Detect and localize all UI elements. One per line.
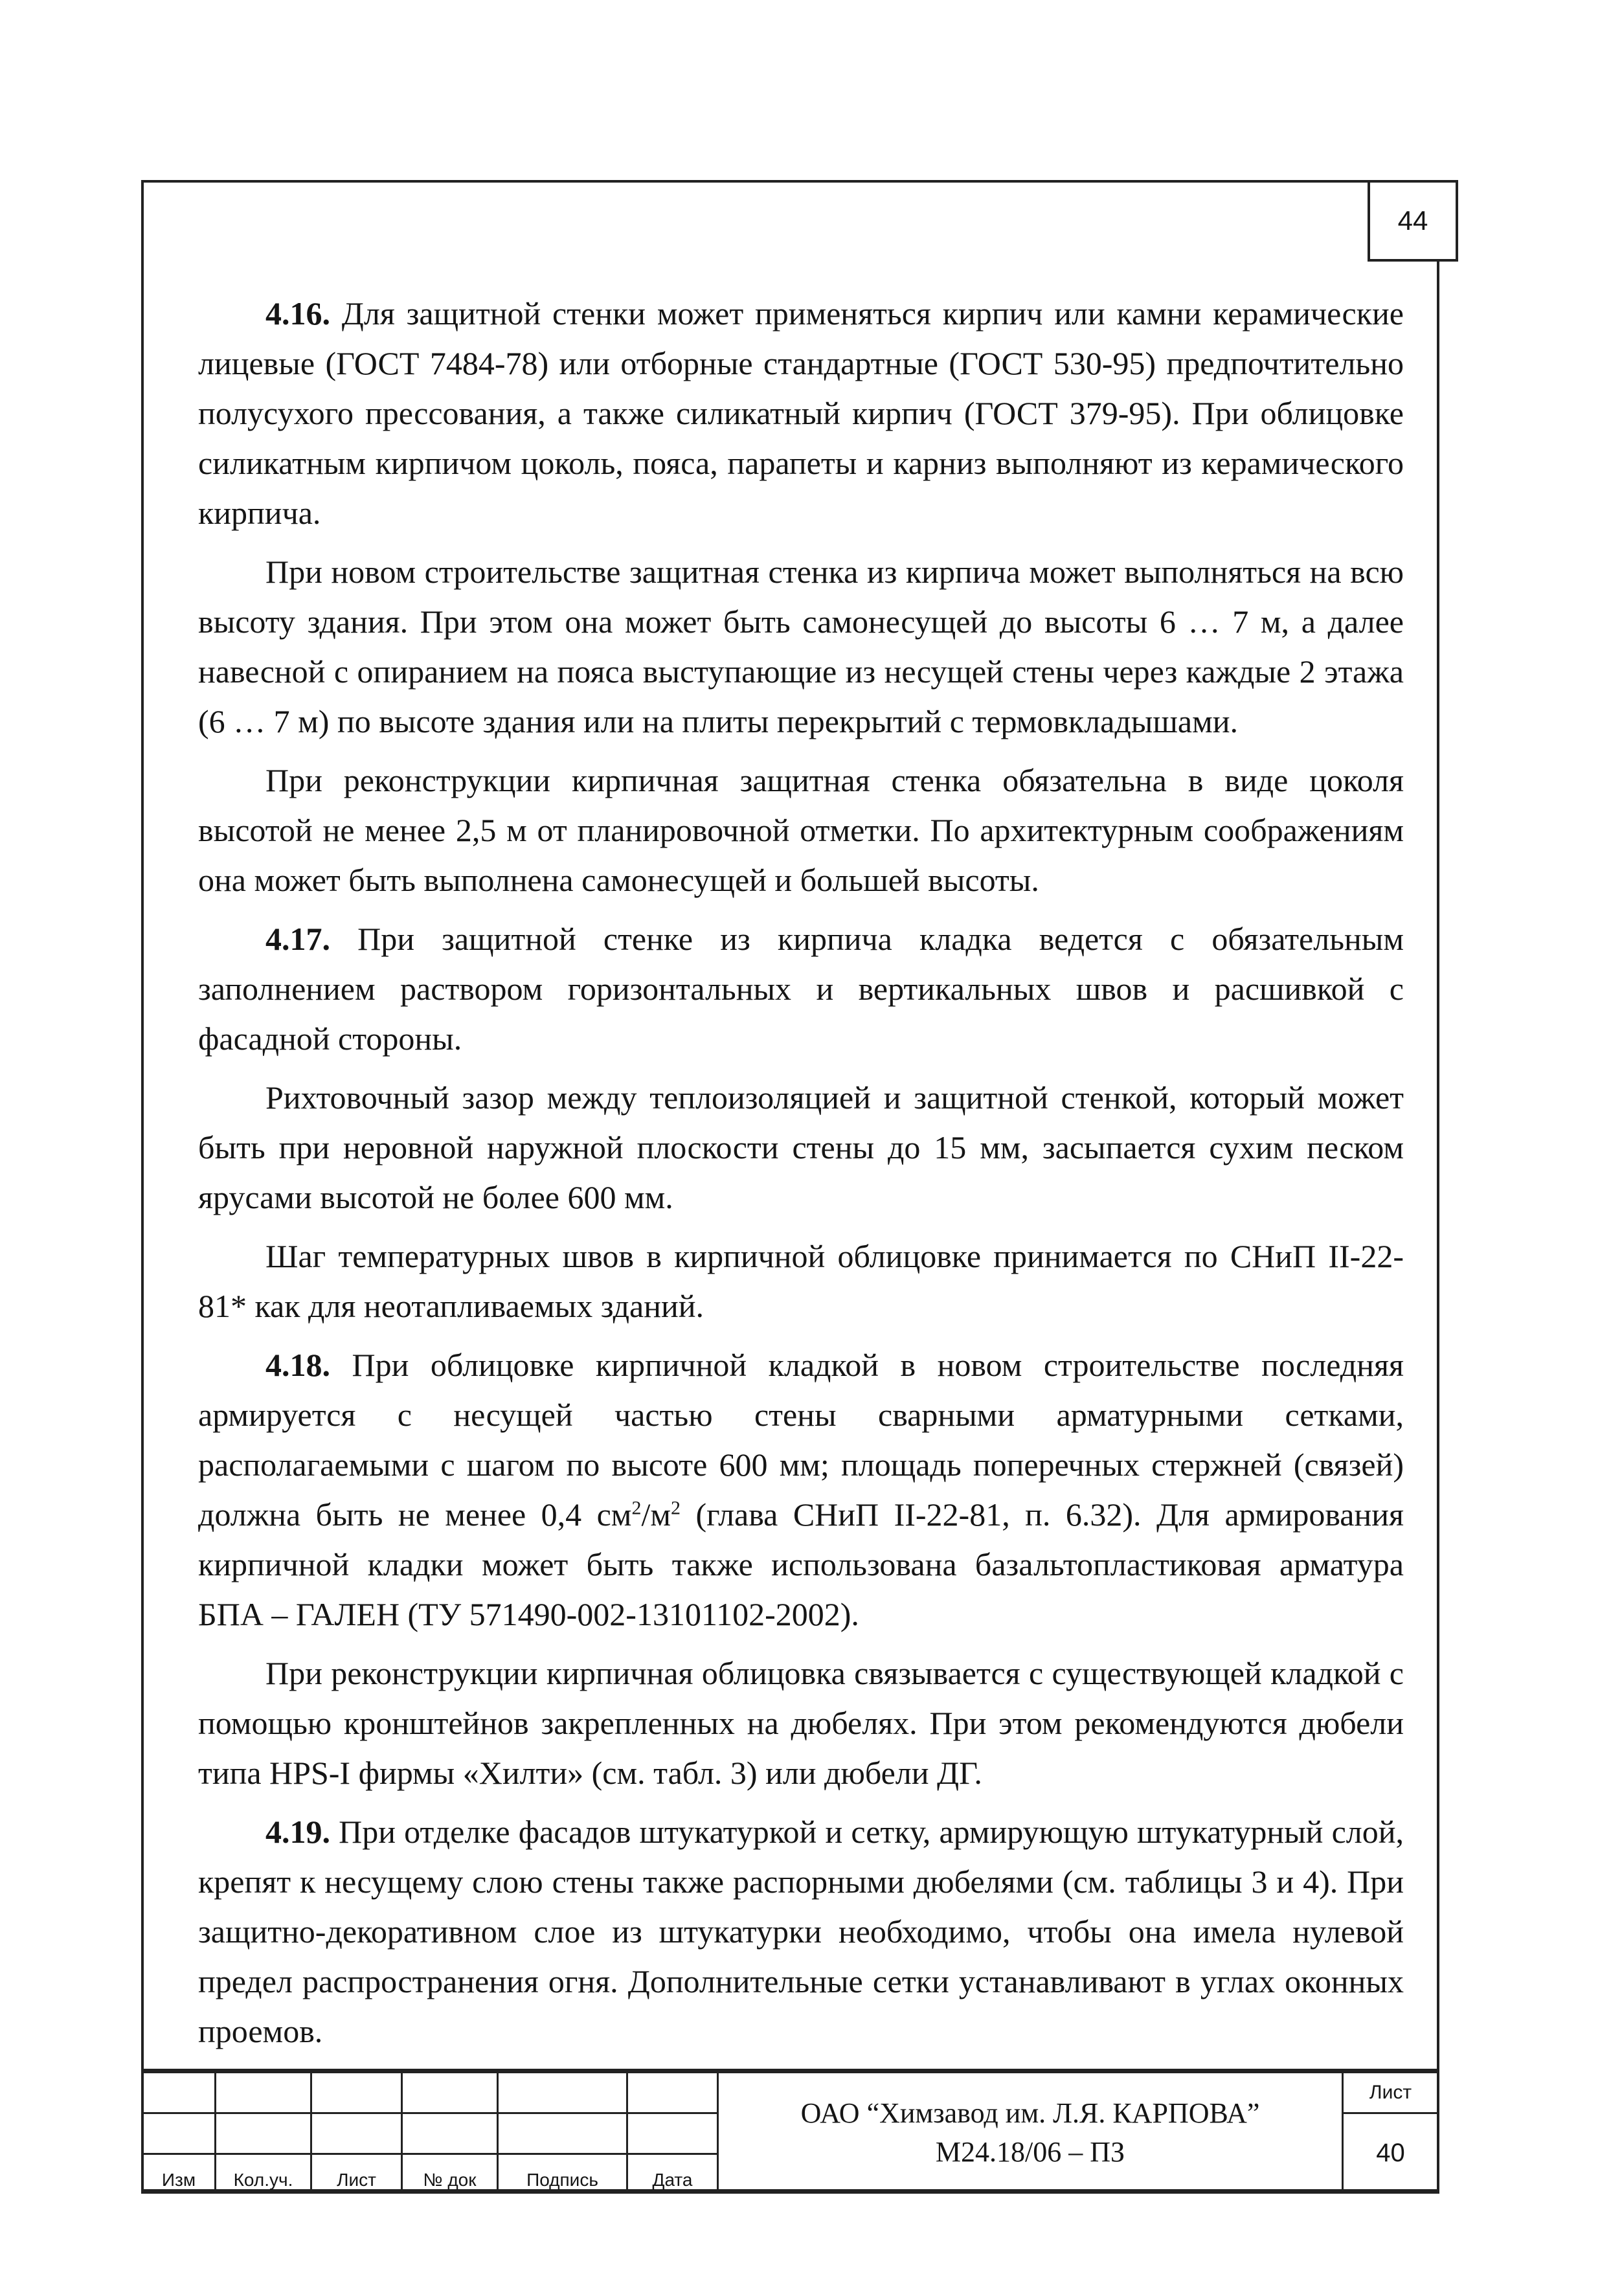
title-block-table (141, 2071, 1439, 2194)
paragraph-4-17 (198, 914, 1404, 1064)
superscript: 2 (631, 1497, 642, 1519)
paragraph (198, 1649, 1404, 1798)
paragraph (198, 1073, 1404, 1222)
superscript: 2 (671, 1497, 681, 1519)
paragraph-text: При реконструкции кирпичная защитная стенка обязательна в виде цоколя высотой не менее 2,5 м от планировочной отметки. По архитектурным соображениям она может быть выполнена самонесущей и большей высоты. (198, 762, 1404, 898)
paragraph-text: При реконструкции кирпичная облицовка связывается с существующей кладкой с помощью кронштейнов закрепленных на дюбелях. При этом рекомендуются дюбели типа HPS-I фирмы «Хилти» (см. табл. 3) или дюбели ДГ. (198, 1655, 1404, 1791)
page-number: 44 (1368, 180, 1458, 262)
paragraph (198, 756, 1404, 905)
paragraph-text: (глава СНиП II-22-81, п. 6.32). Для армирования кирпичной кладки может быть также использована базальтопластиковая арматура БПА – ГАЛЕН (ТУ 571490-002-13101102-2002). (198, 1496, 1404, 1632)
column-label: Лист (311, 2154, 402, 2193)
section-number: 4.17. (265, 921, 330, 957)
paragraph-text: При облицовке кирпичной кладкой в новом строительстве последняя армируется с несущей частью стены сварными арматурными сетками, располагаемыми с шагом по высоте 600 мм; площадь поперечных стержней (связей) должна быть не менее 0,4 см (198, 1347, 1404, 1533)
paragraph-4-19 (198, 1807, 1404, 2056)
paragraph-4-18 (198, 1340, 1404, 1639)
column-label: Подпись (498, 2154, 627, 2193)
paragraph-text: /м (641, 1496, 671, 1533)
paragraph-text: Рихтовочный зазор между теплоизоляцией и защитной стенкой, который может быть при неровной наружной плоскости стены до 15 мм, засыпается сухим песком ярусами высотой не более 600 мм. (198, 1079, 1404, 1215)
document-code: М24.18/06 – ПЗ (935, 2135, 1125, 2168)
paragraph (198, 547, 1404, 747)
organization-name: ОАО “Химзавод им. Л.Я. КАРПОВА” (800, 2097, 1260, 2129)
column-label: Дата (627, 2154, 718, 2193)
sheet-label: Лист (1343, 2073, 1439, 2113)
paragraph-text: При защитной стенке из кирпича кладка ведется с обязательным заполнением раствором горизонтальных и вертикальных швов и расшивкой с фасадной стороны. (198, 921, 1404, 1057)
section-number: 4.19. (265, 1814, 330, 1850)
paragraph-text: При новом строительстве защитная стенка из кирпича может выполняться на всю высоту здания. При этом она может быть самонесущей до высоты 6 … 7 м, а далее навесной с опиранием на пояса выступающие из несущей стены через каждые 2 этажа (6 … 7 м) по высоте здания или на плиты перекрытий с термовкладышами. (198, 554, 1404, 739)
paragraph-text: Для защитной стенки может применяться кирпич или камни керамические лицевые (ГОСТ 7484-78) или отборные стандартные (ГОСТ 530-95) предпочтительно полусухого прессования, а также силикатный кирпич (ГОСТ 379-95). При облицовке силикатным кирпичом цоколь, пояса, парапеты и карниз выполняют из керамического кирпича. (198, 295, 1404, 531)
paragraph-text: Шаг температурных швов в кирпичной облицовке принимается по СНиП II-22-81* как для неотапливаемых зданий. (198, 1238, 1404, 1324)
section-number: 4.16. (265, 295, 330, 332)
column-label: Кол.уч. (216, 2154, 311, 2193)
column-label: Изм (142, 2154, 216, 2193)
sheet-number: 40 (1343, 2113, 1439, 2193)
title-block (141, 2069, 1439, 2192)
paragraph-4-16 (198, 289, 1404, 538)
section-number: 4.18. (265, 1347, 330, 1383)
organization-cell (718, 2073, 1343, 2193)
column-label: № док (402, 2154, 498, 2193)
document-body (198, 289, 1404, 2065)
paragraph-text: При отделке фасадов штукатуркой и сетку, армирующую штукатурный слой, крепят к несущему слою стены также распорными дюбелями (см. таблицы 3 и 4). При защитно-декоративном слое из штукатурки необходимо, чтобы она имела нулевой предел распространения огня. Дополнительные сетки устанавливают в углах оконных проемов. (198, 1814, 1404, 2049)
paragraph (198, 1232, 1404, 1331)
